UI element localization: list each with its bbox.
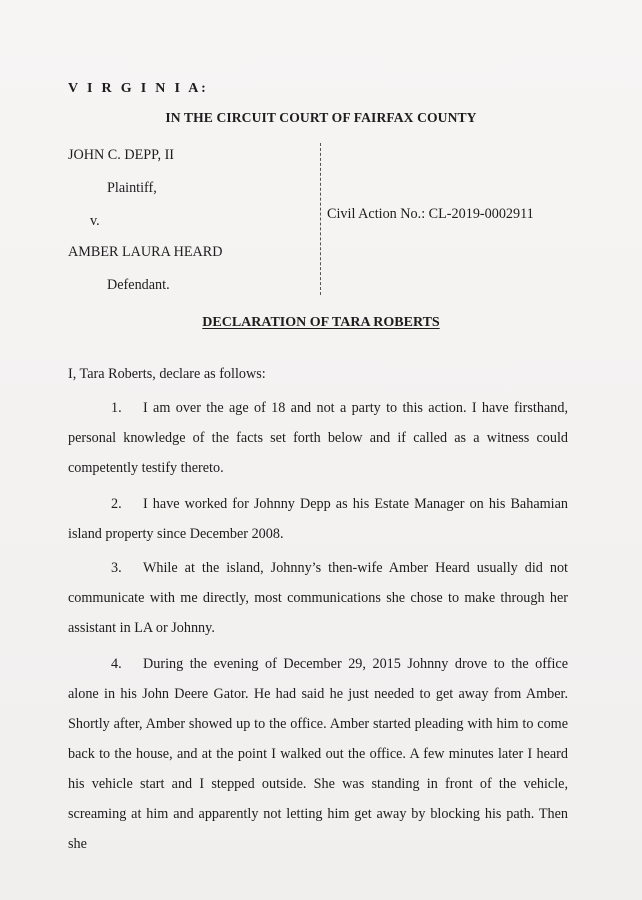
document-title xyxy=(0,314,642,332)
defendant-name: AMBER LAURA HEARD xyxy=(68,244,223,260)
paragraph-text: During the evening of December 29, 2015 Johnny drove to the office alone in his John Deere Gator. He had said he just needed to get away from Amber. Shortly after, Amber showed up to the office. Amber started pleading with him to come back to the house, and at the point I walked out the office. A few minutes later I heard his vehicle start and I stepped outside. She was standing in front of the vehicle, screaming at him and apparently not letting him get away by blocking his path. Then she xyxy=(68,656,568,852)
intro-statement: I, Tara Roberts, declare as follows: xyxy=(68,366,266,382)
caption-divider xyxy=(320,143,321,295)
paragraph-number: 1. xyxy=(111,400,122,416)
defendant-role: Defendant. xyxy=(107,277,170,293)
paragraph-4 xyxy=(68,649,568,859)
plaintiff-role: Plaintiff, xyxy=(107,180,157,196)
state-heading: V I R G I N I A: xyxy=(68,81,209,96)
paragraph-number: 3. xyxy=(111,560,122,576)
versus-label: v. xyxy=(90,213,100,229)
paragraph-text: I have worked for Johnny Depp as his Estate Manager on his Bahamian island property since December 2008. xyxy=(68,496,568,542)
paragraph-number: 4. xyxy=(111,656,122,672)
paragraph-1 xyxy=(68,393,568,483)
plaintiff-name: JOHN C. DEPP, II xyxy=(68,147,175,163)
court-heading: IN THE CIRCUIT COURT OF FAIRFAX COUNTY xyxy=(165,110,477,125)
civil-action-number: Civil Action No.: CL-2019-0002911 xyxy=(327,206,534,222)
paragraph-text: While at the island, Johnny’s then-wife Amber Heard usually did not communicate with me directly, most communications she chose to make through her assistant in LA or Johnny. xyxy=(68,560,568,636)
document-title-text: DECLARATION OF TARA ROBERTS xyxy=(202,315,440,330)
paragraph-number: 2. xyxy=(111,496,122,512)
paragraph-text: I am over the age of 18 and not a party to this action. I have firsthand, personal knowledge of the facts set forth below and if called as a witness could competently testify thereto. xyxy=(68,400,568,476)
paragraph-3 xyxy=(68,553,568,643)
paragraph-2 xyxy=(68,489,568,549)
